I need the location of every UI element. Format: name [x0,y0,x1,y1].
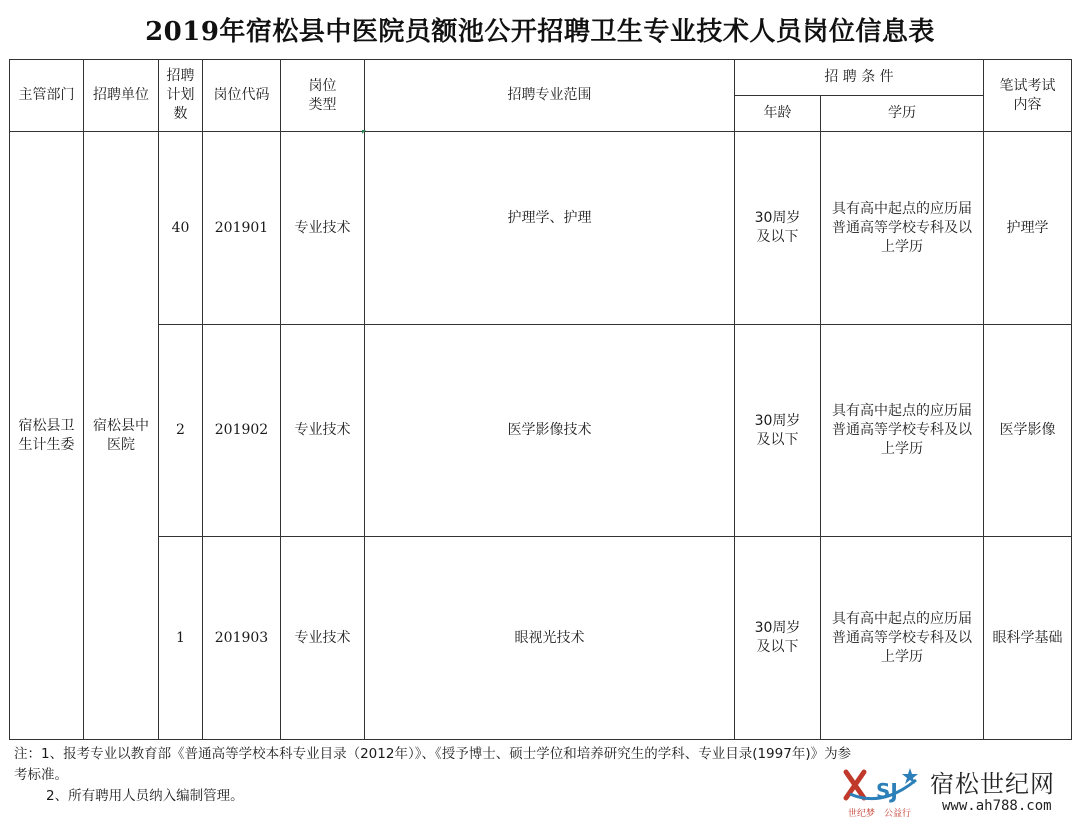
header-plan-line: 数 [173,106,188,122]
edu-cell [821,537,984,740]
header-type-line: 类型 [308,96,337,113]
major-cell [365,132,735,325]
table-row [10,132,1072,325]
edu-line: 上学历 [881,441,923,457]
note-line-3: 2、所有聘用人员纳入编制管理。 [46,788,244,804]
site-name: 宿松世纪网 [930,770,1055,798]
edu-line: 普通高等学校专科及以 [832,629,972,646]
type-cell: 专业技术 [281,537,365,740]
age-line: 30周岁 [754,620,801,636]
plan-cell: 40 [159,132,203,325]
exam-cell: 护理学 [984,132,1072,325]
age-line: 30周岁 [754,412,801,429]
header-plan [159,60,203,132]
age-cell [735,132,821,325]
site-url: www.ah788.com [942,798,1052,814]
header-plan-line: 计划 [166,87,195,103]
edu-line: 上学历 [881,648,923,665]
cell-comment-marker [362,130,366,134]
header-exam [984,60,1072,132]
header-dept: 主管部门 [10,60,84,132]
edu-cell [821,325,984,537]
major-cell: 医学影像技术 [365,325,735,537]
table-row [10,325,1072,537]
edu-line: 具有高中起点的应历届 [832,610,972,627]
age-cell [735,325,821,537]
header-major: 招聘专业范围 [365,60,735,132]
plan-cell: 1 [159,537,203,740]
type-cell: 专业技术 [281,132,365,325]
header-edu: 学历 [821,96,984,132]
page-title: 2019年宿松县中医院员额池公开招聘卫生专业技术人员岗位信息表 [145,16,935,47]
age-line: 30周岁 [754,210,801,226]
age-line: 及以下 [756,639,799,655]
major-cell: 眼视光技术 [365,537,735,740]
dept-cell [10,132,84,740]
header-type-line: 岗位 [308,77,337,94]
header-plan-line: 招聘 [166,68,195,84]
dept-line: 宿松县卫 [18,417,75,434]
unit-line: 医院 [107,436,135,453]
table-row [10,537,1072,740]
logo-caption-1: 世纪梦 [848,809,876,819]
code-cell: 201902 [203,325,281,537]
major-text: 护理学、护理 [507,209,592,226]
header-exam-line: 笔试考试 [999,77,1056,94]
age-line: 及以下 [756,431,799,448]
edu-line: 普通高等学校专科及以 [832,422,972,438]
watermark [842,764,1078,822]
header-code: 岗位代码 [203,60,281,132]
logo-caption-2: 公益行 [884,809,912,819]
age-line: 及以下 [756,229,799,245]
header-row-1 [10,60,1072,96]
edu-cell [821,132,984,325]
exam-cell: 医学影像 [984,325,1072,537]
edu-line: 上学历 [881,238,923,255]
dept-line: 生计生委 [18,436,75,453]
svg-text:SJ: SJ [876,779,898,803]
job-info-table [9,59,1072,740]
edu-line: 具有高中起点的应历届 [832,200,972,217]
header-unit: 招聘单位 [84,60,159,132]
plan-cell: 2 [159,325,203,537]
note-line-2: 考标准。 [14,767,68,783]
edu-line: 具有高中起点的应历届 [832,403,972,419]
header-age: 年龄 [735,96,821,132]
unit-cell [84,132,159,740]
code-cell: 201901 [203,132,281,325]
unit-line: 宿松县中 [93,417,149,434]
age-cell [735,537,821,740]
edu-line: 普通高等学校专科及以 [832,219,972,236]
code-cell: 201903 [203,537,281,740]
type-cell: 专业技术 [281,325,365,537]
header-exam-line: 内容 [1013,96,1042,113]
header-type [281,60,365,132]
header-conditions: 招 聘 条 件 [735,60,984,96]
note-line-1: 注：1、报考专业以教育部《普通高等学校本科专业目录（2012年）》、《授予博士、硕士学位和培养研究生的学科、专业目录(1997年)》为参 [14,746,852,762]
site-logo-icon [842,764,924,822]
exam-cell: 眼科学基础 [984,537,1072,740]
